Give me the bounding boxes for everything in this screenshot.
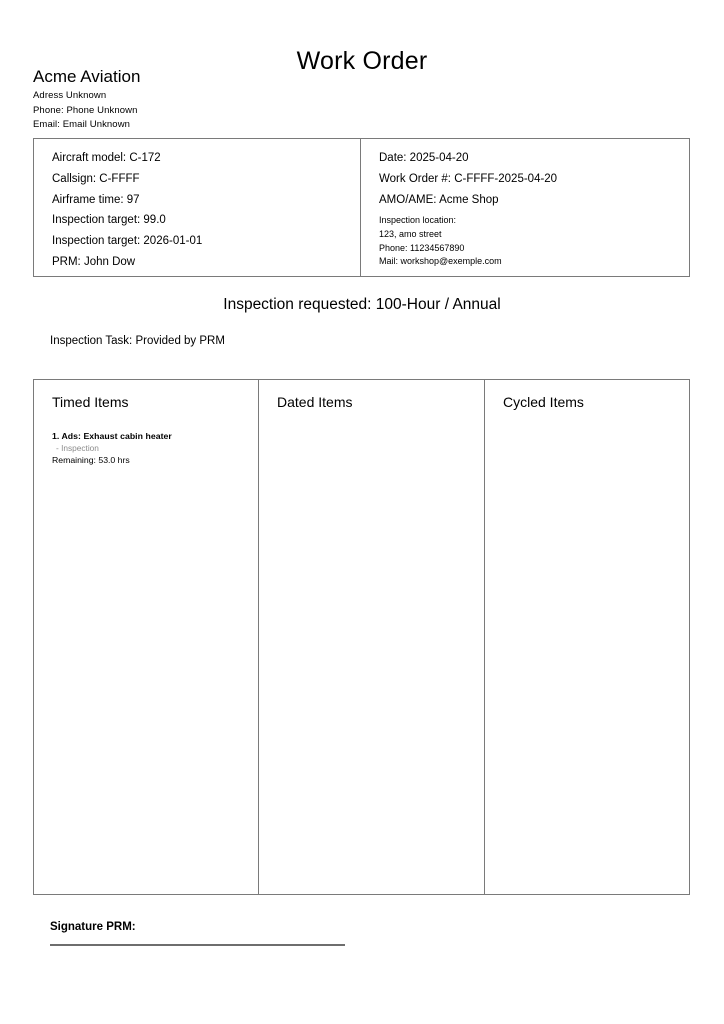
- item-title: 1. Ads: Exhaust cabin heater: [52, 431, 172, 441]
- inspection-location-block: [379, 214, 673, 268]
- inspection-target-date: Inspection target: 2026-01-01: [52, 235, 203, 248]
- order-info-column: [361, 139, 689, 276]
- item-subtitle: - Inspection: [56, 442, 99, 453]
- signature-label: Signature PRM:: [50, 921, 136, 933]
- signature-line[interactable]: [50, 944, 345, 946]
- company-address: Adress Unknown: [33, 90, 107, 101]
- company-header: [33, 66, 353, 133]
- amo-ame: AMO/AME: Acme Shop: [379, 193, 499, 206]
- dated-items-column: [259, 380, 485, 894]
- cycled-items-heading: Cycled Items: [503, 394, 584, 410]
- timed-items-column: [34, 380, 259, 894]
- items-table: [33, 379, 690, 895]
- inspection-task: Inspection Task: Provided by PRM: [50, 335, 225, 347]
- order-date: Date: 2025-04-20: [379, 152, 469, 164]
- item-remaining: Remaining: 53.0 hrs: [52, 455, 130, 465]
- info-box: [33, 138, 690, 277]
- inspection-location-label: Inspection location:: [379, 215, 457, 226]
- work-order-number: Work Order #: C-FFFF-2025-04-20: [379, 172, 558, 185]
- inspection-requested: Inspection requested: 100-Hour / Annual: [223, 296, 501, 313]
- company-phone: Phone: Phone Unknown: [33, 104, 138, 116]
- inspection-target-hours: Inspection target: 99.0: [52, 214, 166, 227]
- aircraft-model: Aircraft model: C-172: [52, 152, 161, 164]
- aircraft-info-column: [34, 139, 361, 276]
- callsign: Callsign: C-FFFF: [52, 172, 140, 185]
- page-title: Work Order: [296, 47, 428, 75]
- prm-name: PRM: John Dow: [52, 255, 136, 268]
- airframe-time: Airframe time: 97: [52, 193, 140, 206]
- inspection-location-mail: Mail: workshop@exemple.com: [379, 256, 502, 267]
- company-email: Email: Email Unknown: [33, 119, 131, 130]
- dated-items-heading: Dated Items: [277, 394, 353, 410]
- company-name: Acme Aviation: [33, 67, 141, 86]
- timed-items-heading: Timed Items: [52, 394, 129, 410]
- cycled-items-column: [485, 380, 689, 894]
- list-item: [52, 430, 244, 466]
- inspection-location-phone: Phone: 11234567890: [379, 242, 465, 253]
- inspection-location-street: 123, amo street: [379, 228, 442, 239]
